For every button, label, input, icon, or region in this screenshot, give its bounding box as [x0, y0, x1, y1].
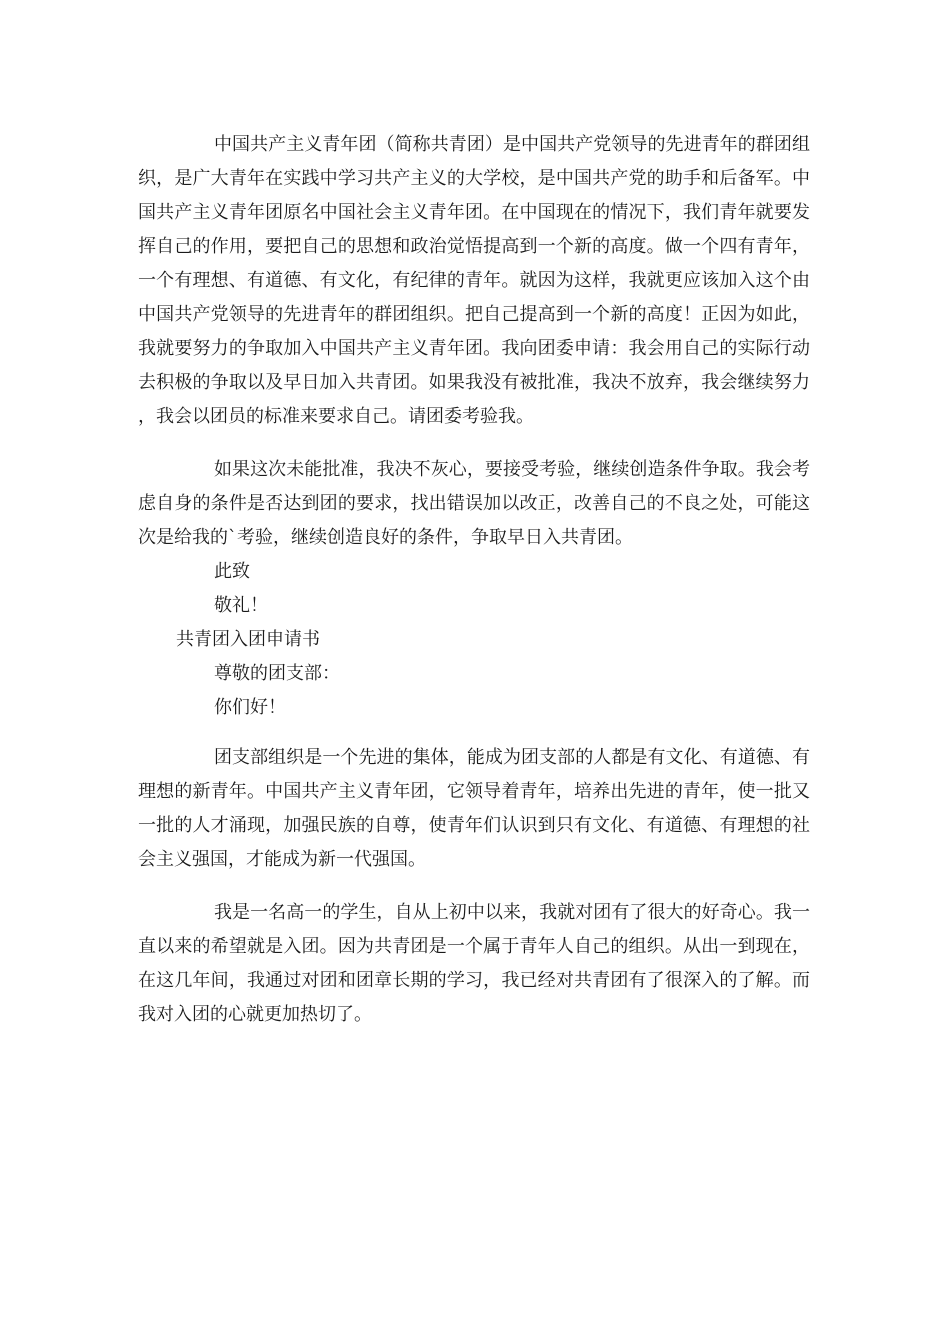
paragraph-organization: 团支部组织是一个先进的集体，能成为团支部的人都是有文化、有道德、有理想的新青年。中国共产主义青年团，它领导着青年，培养出先进的青年，使一批又一批的人才涌现，加强民族的自尊，使青年们认识到只有文化、有道德、有理想的社会主义强国，才能成为新一代强国。 [138, 747, 810, 870]
closing-ci-zhi: 此致 [214, 561, 250, 582]
paragraph-student: 我是一名高一的学生，自从上初中以来，我就对团有了很大的好奇心。我一直以来的希望就是入团。因为共青团是一个属于青年人自己的组织。从出一到现在，在这几年间，我通过对团和团章长期的学习，我已经对共青团有了很深入的了解。而我对入团的心就更加热切了。 [138, 902, 810, 1025]
greeting: 你们好！ [214, 697, 286, 718]
closing-jing-li: 敬礼！ [214, 595, 268, 616]
document-body [138, 128, 810, 1032]
document-title: 共青团入团申请书 [176, 629, 320, 650]
salutation: 尊敬的团支部： [214, 663, 340, 684]
paragraph-resolve: 如果这次未能批准，我决不灰心，要接受考验，继续创造条件争取。我会考虑自身的条件是否达到团的要求，找出错误加以改正，改善自己的不良之处，可能这次是给我的`考验，继续创造良好的条件，争取早日入共青团。 [138, 459, 810, 548]
paragraph-intro: 中国共产主义青年团（简称共青团）是中国共产党领导的先进青年的群团组织，是广大青年在实践中学习共产主义的大学校，是中国共产党的助手和后备军。中国共产主义青年团原名中国社会主义青年团。在中国现在的情况下，我们青年就要发挥自己的作用，要把自己的思想和政治觉悟提高到一个新的高度。做一个四有青年，一个有理想、有道德、有文化，有纪律的青年。就因为这样，我就更应该加入这个由中国共产党领导的先进青年的群团组织。把自己提高到一个新的高度！正因为如此，我就要努力的争取加入中国共产主义青年团。我向团委申请：我会用自己的实际行动去积极的争取以及早日加入共青团。如果我没有被批准，我决不放弃，我会继续努力，我会以团员的标准来要求自己。请团委考验我。 [138, 134, 810, 427]
